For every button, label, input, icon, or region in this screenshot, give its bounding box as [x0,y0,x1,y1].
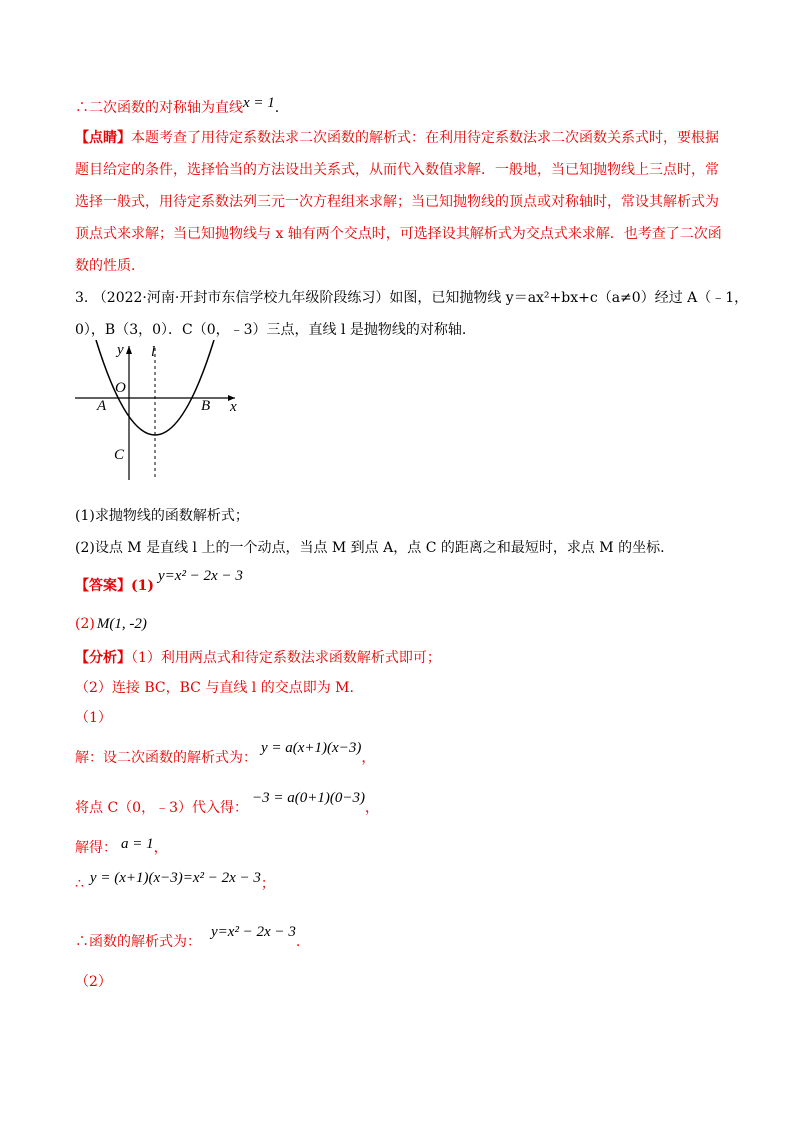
analysis-text-1: （1）利用两点式和待定系数法求函数解析式即可； [131,650,441,666]
solution-set-end: ， [361,750,376,766]
part-2-question: (2)设点 M 是直线 l 上的一个动点，当点 M 到点 A，点 C 的距离之和最短时，求点 M 的坐标. [75,540,665,556]
answer-1-equation: y=x² − 2x − 3 [158,568,243,584]
solution-set-equation: y = a(x+1)(x−3) [261,740,362,756]
solution-func-equation: y=x² − 2x − 3 [211,924,296,940]
part-1-question: (1)求抛物线的函数解析式； [75,508,249,524]
solution-set-text: 解：设二次函数的解析式为： [75,750,257,766]
solution-expand-line [75,870,275,894]
axis-conclusion-text: ∴二次函数的对称轴为直线 [75,100,243,116]
answer-2-prefix: (2) [75,616,95,632]
answer-line-1 [75,568,243,596]
solution-solve-line [75,838,168,858]
solution-expand-end: ； [260,876,275,892]
solution-func-line [75,924,301,952]
note-label: 【点睛】 [75,130,131,146]
note-text-1: 本题考查了用待定系数法求二次函数的解析式：在利用待定系数法求二次函数关系式时，要根据 [131,130,719,146]
analysis-line-1 [75,648,441,668]
solution-solve-text: 解得： [75,840,117,856]
solution-1-head: （1） [75,710,112,726]
solution-sub-text: 将点 C（0，﹣3）代入得： [75,800,248,816]
note-line-1 [75,128,719,148]
answer-line-2 [75,614,147,634]
solution-sub-equation: −3 = a(0+1)(0−3) [251,790,365,806]
axis-dot: . [274,100,280,116]
label-l: l [151,344,156,360]
solution-sub-end: ， [364,800,379,816]
label-o: O [115,380,126,396]
note-line-4: 顶点式来求解；当已知抛物线与 x 轴有两个交点时，可选择设其解析式为交点式来求解．也考查了二次函 [75,226,722,242]
solution-solve-equation: a = 1 [121,836,154,852]
note-line-2: 题目给定的条件，选择恰当的方法设出关系式，从而代入数值求解．一般地，当已知抛物线上三点时，常 [75,162,719,178]
question-3-line-1: 3. （2022·河南·开封市东信学校九年级阶段练习）如图，已知抛物线 y＝ax²+bx+c（a≠0）经过 A（﹣1， [75,290,749,306]
note-line-3: 选择一般式，用待定系数法列三元一次方程组来求解；当已知抛物线的顶点或对称轴时，常设其解析式为 [75,194,719,210]
solution-2-head: （2） [75,974,112,990]
axis-conclusion-line [75,95,280,118]
solution-func-text: ∴函数的解析式为： [75,934,201,950]
label-y: y [117,342,124,358]
label-c: C [114,447,125,463]
solution-sub-line [75,790,379,818]
therefore-symbol: ∴ [75,876,84,892]
label-b: B [201,398,211,414]
answer-2-equation: M(1, -2) [96,616,147,632]
solution-expand-equation: y = (x+1)(x−3)=x² − 2x − 3 [89,870,261,886]
solution-func-end: . [295,934,301,950]
solution-solve-end: ， [153,840,168,856]
analysis-line-2: （2）连接 BC，BC 与直线 l 的交点即为 M. [75,680,354,696]
analysis-label: 【分析】 [75,650,131,666]
answer-label: 【答案】(1) [75,578,154,594]
label-a: A [97,398,107,414]
parabola-graph [75,340,255,485]
question-3-line-2: 0），B（3，0）．C（0，﹣3）三点，直线 l 是抛物线的对称轴. [75,322,467,338]
axis-equation: x = 1 [243,95,275,111]
solution-set-line [75,740,376,768]
note-line-5: 数的性质． [75,258,145,274]
label-x: x [230,399,237,415]
y-axis-arrow [126,346,132,354]
